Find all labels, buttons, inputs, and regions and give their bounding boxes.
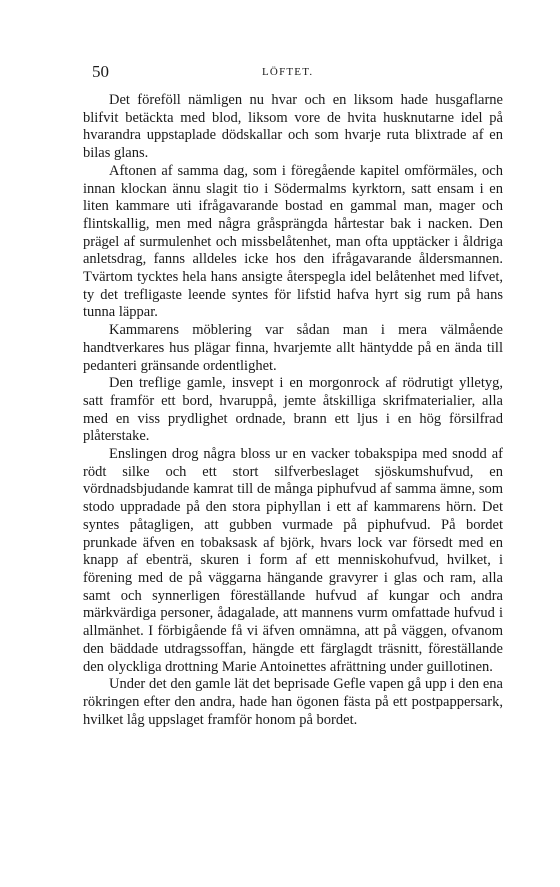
paragraph: Det föreföll nämligen nu hvar och en liksom hade husgaflarne blifvit betäckta med blod, liksom vore de hvita husknutarne idel på hvarandra uppstaplade dödskallar och som hvarje ruta blixtrade af en bilas glans. (83, 92, 503, 162)
paragraph: Den treflige gamle, insvept i en morgonrock af rödrutigt ylletyg, satt framför ett bord, hvaruppå, jemte åtskilliga skrifmaterialier, alla med en viss prydlighet ordnade, brann ett ljus i en hög försilfrad plåterstake. (83, 375, 503, 445)
paragraph: Aftonen af samma dag, som i föregående kapitel omförmäles, och innan klockan ännu slagit tio i Södermalms kyrktorn, satt ensam i en liten kammare uti ifrågavarande bostad en gammal man, mager och flintskallig, men med några gråsprängda hårtestar bak i nacken. Den prägel af surmulenhet och missbelåtenhet, man ofta upptäcker i åldriga anletsdrag, fanns alldeles icke hos den ifrågavarande åldersmannen. Tvärtom tycktes hela hans ansigte återspegla idel belåtenhet med lifvet, ty det trefligaste leende syntes för lifstid hafva hyrt sig rum på hans tunna läppar. (83, 162, 503, 321)
paragraph: Kammarens möblering var sådan man i mera välmående handtverkares hus plägar finna, hvarjemte allt häntydde på en ända till pedanteri gränsande ordentlighet. (83, 322, 503, 374)
page-header (92, 62, 492, 82)
paragraph: Enslingen drog några bloss ur en vacker tobakspipa med snodd af rödt silke och ett stort silfverbeslaget sjöskumshufvud, en vördnadsbjudande kamrat till de många piphufvud af samma ämne, som stodo uppradade på den stora piphyllan i ett af kammarens hörn. Det syntes påtagligen, att gubben vurmade på piphufvud. På bordet prunkade äfven en tobaksask af björk, hvars lock var försedt med en knapp af ebenträ, skuren i form af ett menniskohufvud, hvilket, i förening med de på väggarna hängande gravyrer i glas och ram, alla samt och synnerligen föreställande hufvud af kungar och andra märkvärdiga personer, ådagalade, att mannens vurm omfattade hufvud i allmänhet. I förbigående få vi äfven omnämna, att på väggen, ofvanom den bäddade utdragssoffan, hängde ett färglagdt träsnitt, föreställande den olyckliga drottning Marie Antoinettes afrättning under guillotinen. (83, 446, 503, 675)
page-number: 50 (92, 62, 109, 81)
running-title: LÖFTET. (262, 66, 314, 78)
paragraph: Under det den gamle lät det beprisade Gefle vapen gå upp i den ena rökringen efter den andra, hade han ögonen fästa på ett postpappersark, hvilket låg uppslaget framför honom på bordet. (83, 676, 503, 728)
body-text (83, 92, 503, 729)
